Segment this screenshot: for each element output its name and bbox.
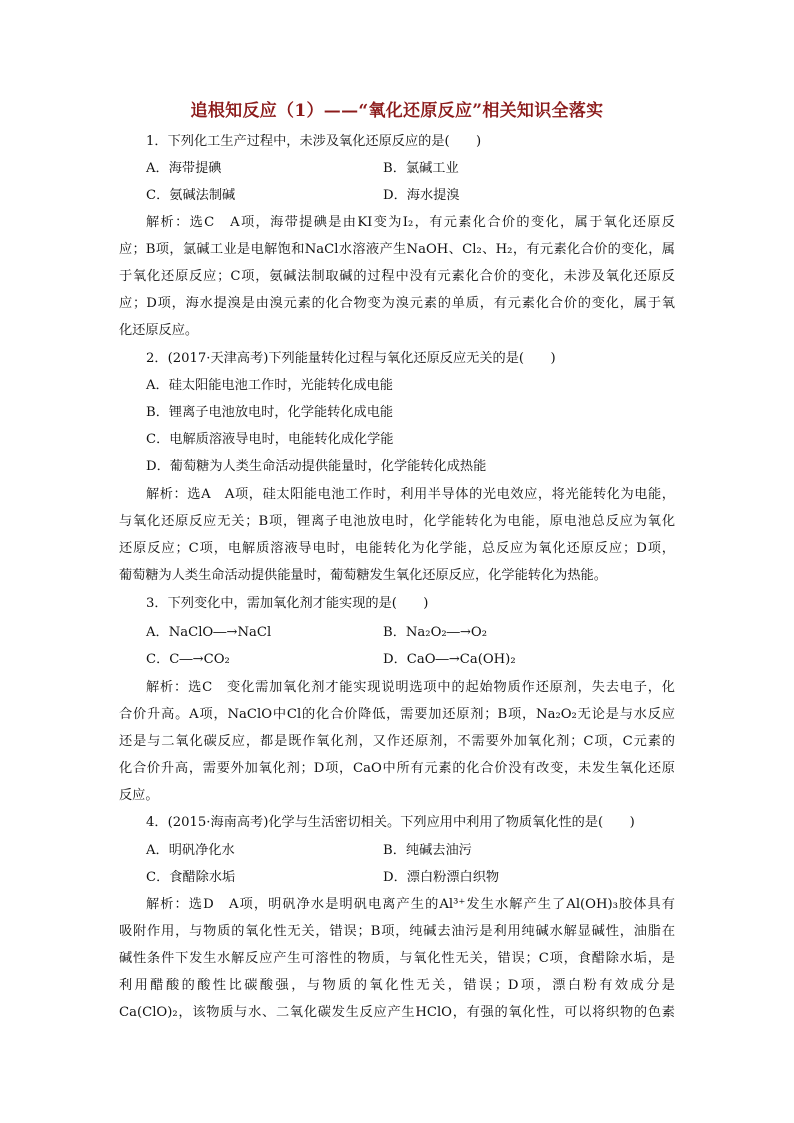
page-title: 追根知反应（1）——“氧化还原反应”相关知识全落实 — [190, 101, 604, 121]
question-1-stem: 1．下列化工生产过程中，未涉及氧化还原反应的是( ) — [146, 134, 482, 149]
question-4-analysis-line: 解析：选D A项，明矾净水是明矾电离产生的Al³⁺发生水解产生了Al(OH)₃胶体具有 — [146, 897, 675, 912]
question-3-analysis-line: 化合价升高，需要外加氧化剂；D项，CaO中所有元素的化合价没有改变，未发生氧化还原 — [119, 761, 675, 776]
question-4-analysis-line: 利用醋酸的酸性比碳酸强，与物质的氧化性无关，错误；D项，漂白粉有效成分是 — [119, 978, 675, 993]
question-1-analysis-line: 解析：选C A项，海带提碘是由KI变为I₂，有元素化合价的变化，属于氧化还原反 — [146, 215, 675, 230]
question-3-option-a: A．NaClO―→NaCl — [146, 625, 272, 640]
question-1-option-d: D．海水提溴 — [383, 188, 460, 203]
question-4-option-c: C．食醋除水垢 — [146, 870, 236, 885]
question-3-analysis-line: 反应。 — [119, 788, 159, 803]
question-4-option-b: B．纯碱去油污 — [383, 843, 472, 858]
question-4-option-d: D．漂白粉漂白织物 — [383, 870, 500, 885]
question-1-option-b: B．氯碱工业 — [383, 161, 459, 176]
question-2-option-c: C．电解质溶液导电时，电能转化成化学能 — [146, 432, 394, 447]
question-1-option-c: C．氨碱法制碱 — [146, 188, 236, 203]
question-4-option-a: A．明矾净化水 — [146, 843, 235, 858]
question-3-option-b: B．Na₂O₂―→O₂ — [383, 625, 487, 640]
question-3-stem: 3．下列变化中，需加氧化剂才能实现的是( ) — [146, 596, 429, 611]
question-1-option-a: A．海带提碘 — [146, 161, 222, 176]
question-4-analysis-line: Ca(ClO)₂，该物质与水、二氧化碳发生反应产生HClO，有强的氧化性，可以将织物的色素 — [119, 1005, 675, 1020]
question-2-option-b: B．锂离子电池放电时，化学能转化成电能 — [146, 405, 394, 420]
question-3-analysis-line: 还是与二氧化碳反应，都是既作氧化剂，又作还原剂，不需要外加氧化剂；C项，C元素的 — [119, 734, 675, 749]
question-3-option-d: D．CaO―→Ca(OH)₂ — [383, 652, 516, 667]
question-4-analysis-line: 碱性条件下发生水解反应产生可溶性的物质，与氧化性无关，错误；C项，食醋除水垢，是 — [119, 951, 675, 966]
question-1-analysis-line: 应；D项，海水提溴是由溴元素的化合物变为溴元素的单质，有元素化合价的变化，属于氧 — [119, 296, 675, 311]
question-1-analysis-line: 于氧化还原反应；C项，氨碱法制取碱的过程中没有元素化合价的变化，未涉及氧化还原反 — [119, 269, 675, 284]
question-2-stem: 2．(2017·天津高考)下列能量转化过程与氧化还原反应无关的是( ) — [146, 351, 556, 366]
question-1-analysis-line: 应；B项，氯碱工业是电解饱和NaCl水溶液产生NaOH、Cl₂、H₂，有元素化合价的变化，属 — [119, 242, 675, 257]
question-2-option-a: A．硅太阳能电池工作时，光能转化成电能 — [146, 378, 393, 393]
question-4-analysis-line: 吸附作用，与物质的氧化性无关，错误；B项，纯碱去油污是利用纯碱水解显碱性，油脂在 — [119, 924, 675, 939]
question-2-option-d: D．葡萄糖为人类生命活动提供能量时，化学能转化成热能 — [146, 459, 487, 474]
question-1-analysis-line: 化还原反应。 — [119, 323, 199, 338]
question-3-option-c: C．C―→CO₂ — [146, 652, 230, 667]
question-4-stem: 4．(2015·海南高考)化学与生活密切相关。下列应用中利用了物质氧化性的是( ) — [146, 815, 635, 830]
question-3-analysis-line: 合价升高。A项，NaClO中Cl的化合价降低，需要加还原剂；B项，Na₂O₂无论是与水反应 — [119, 707, 675, 722]
question-3-analysis-line: 解析：选C 变化需加氧化剂才能实现说明选项中的起始物质作还原剂，失去电子，化 — [146, 680, 675, 695]
question-2-analysis-line: 葡萄糖为人类生命活动提供能量时，葡萄糖发生氧化还原反应，化学能转化为热能。 — [119, 568, 607, 583]
question-2-analysis-line: 解析：选A A项，硅太阳能电池工作时，利用半导体的光电效应，将光能转化为电能， — [146, 487, 675, 502]
question-2-analysis-line: 还原反应；C项，电解质溶液导电时，电能转化为化学能，总反应为氧化还原反应；D项， — [119, 541, 675, 556]
question-2-analysis-line: 与氧化还原反应无关；B项，锂离子电池放电时，化学能转化为电能，原电池总反应为氧化 — [119, 514, 675, 529]
